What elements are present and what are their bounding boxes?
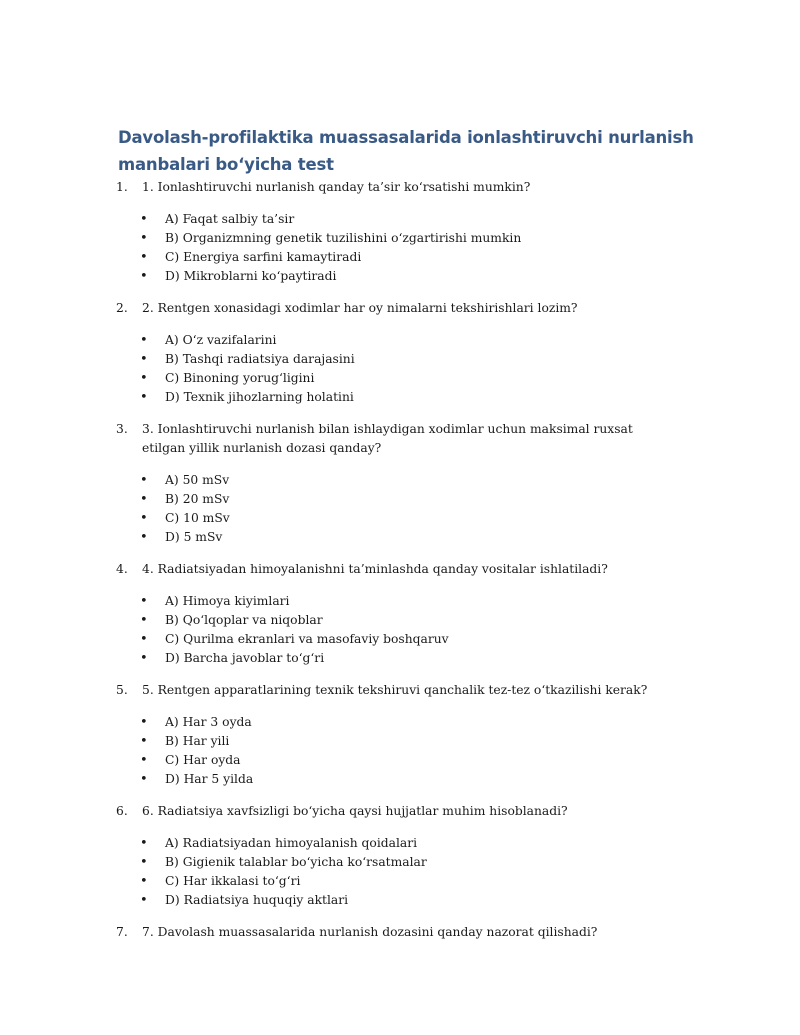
question-text: 1. Ionlashtiruvchi nurlanish qanday ta’sir ko‘rsatishi mumkin? [142, 180, 531, 194]
option-c [0, 509, 800, 528]
question-number: 2. [116, 301, 128, 315]
option-text: B) Tashqi radiatsiya darajasini [165, 352, 355, 366]
question-number: 4. [116, 562, 128, 576]
option-b [0, 732, 800, 751]
option-b [0, 853, 800, 872]
option-text: C) Har ikkalasi to‘g‘ri [165, 874, 301, 888]
bullet-icon: • [140, 632, 148, 647]
option-a [0, 331, 800, 350]
bullet-icon: • [140, 715, 148, 730]
option-c [0, 248, 800, 267]
question-text: 3. Ionlashtiruvchi nurlanish bilan ishlaydigan xodimlar uchun maksimal ruxsat etilgan yillik nurlanish dozasi qanday? [142, 422, 633, 455]
option-text: D) Texnik jihozlarning holatini [165, 390, 354, 404]
option-a [0, 592, 800, 611]
option-text: A) Radiatsiyadan himoyalanish qoidalari [165, 836, 418, 850]
bullet-icon: • [140, 651, 148, 666]
question-number: 1. [116, 180, 128, 194]
options-list [0, 210, 800, 286]
option-text: C) Qurilma ekranlari va masofaviy boshqaruv [165, 632, 449, 646]
bullet-icon: • [140, 530, 148, 545]
bullet-icon: • [140, 893, 148, 908]
bullet-icon: • [140, 511, 148, 526]
bullet-icon: • [140, 836, 148, 851]
option-text: A) Har 3 oyda [165, 715, 252, 729]
bullet-icon: • [140, 874, 148, 889]
option-b [0, 611, 800, 630]
bullet-icon: • [140, 492, 148, 507]
question-number: 5. [116, 683, 128, 697]
option-b [0, 350, 800, 369]
bullet-icon: • [140, 371, 148, 386]
option-a [0, 210, 800, 229]
option-b [0, 490, 800, 509]
option-d [0, 649, 800, 668]
bullet-icon: • [140, 250, 148, 265]
bullet-icon: • [140, 473, 148, 488]
question-number: 3. [116, 422, 128, 436]
options-list [0, 713, 800, 789]
bullet-icon: • [140, 352, 148, 367]
question-3 [0, 420, 800, 547]
option-a [0, 713, 800, 732]
option-text: A) O‘z vazifalarini [165, 333, 277, 347]
option-d [0, 528, 800, 547]
option-text: A) Himoya kiyimlari [165, 594, 290, 608]
option-text: D) Barcha javoblar to‘g‘ri [165, 651, 325, 665]
options-list [0, 471, 800, 547]
bullet-icon: • [140, 855, 148, 870]
question-text: 6. Radiatsiya xavfsizligi bo‘yicha qaysi hujjatlar muhim hisoblanadi? [142, 804, 568, 818]
question-4 [0, 560, 800, 668]
option-text: D) Har 5 yilda [165, 772, 254, 786]
bullet-icon: • [140, 772, 148, 787]
option-text: B) Har yili [165, 734, 230, 748]
bullet-icon: • [140, 231, 148, 246]
question-list [0, 178, 800, 942]
option-c [0, 751, 800, 770]
question-5 [0, 681, 800, 789]
option-text: D) 5 mSv [165, 530, 223, 544]
bullet-icon: • [140, 613, 148, 628]
bullet-icon: • [140, 594, 148, 609]
question-text: 4. Radiatsiyadan himoyalanishni ta’minlashda qanday vositalar ishlatiladi? [142, 562, 608, 576]
option-text: A) Faqat salbiy ta’sir [165, 212, 295, 226]
option-c [0, 630, 800, 649]
option-text: C) Binoning yorug‘ligini [165, 371, 315, 385]
options-list [0, 592, 800, 668]
question-number: 6. [116, 804, 128, 818]
bullet-icon: • [140, 390, 148, 405]
document-title: Davolash-profilaktika muassasalarida ionlashtiruvchi nurlanish manbalari bo‘yicha test [118, 128, 694, 174]
bullet-icon: • [140, 269, 148, 284]
option-a [0, 471, 800, 490]
question-text: 5. Rentgen apparatlarining texnik tekshiruvi qanchalik tez-tez o‘tkazilishi kerak? [142, 683, 648, 697]
options-list [0, 834, 800, 910]
option-d [0, 388, 800, 407]
bullet-icon: • [140, 212, 148, 227]
question-text: 7. Davolash muassasalarida nurlanish dozasini qanday nazorat qilishadi? [142, 925, 598, 939]
option-text: B) Qo‘lqoplar va niqoblar [165, 613, 323, 627]
option-text: D) Radiatsiya huquqiy aktlari [165, 893, 349, 907]
bullet-icon: • [140, 753, 148, 768]
option-text: A) 50 mSv [165, 473, 230, 487]
option-b [0, 229, 800, 248]
option-c [0, 369, 800, 388]
option-text: C) 10 mSv [165, 511, 230, 525]
bullet-icon: • [140, 333, 148, 348]
question-number: 7. [116, 925, 128, 939]
option-a [0, 834, 800, 853]
question-2 [0, 299, 800, 407]
option-d [0, 267, 800, 286]
option-text: B) Organizmning genetik tuzilishini o‘zgartirishi mumkin [165, 231, 522, 245]
question-text: 2. Rentgen xonasidagi xodimlar har oy nimalarni tekshirishlari lozim? [142, 301, 578, 315]
question-7 [0, 923, 800, 942]
options-list [0, 331, 800, 407]
option-text: C) Har oyda [165, 753, 241, 767]
option-d [0, 770, 800, 789]
question-1 [0, 178, 800, 286]
option-text: C) Energiya sarfini kamaytiradi [165, 250, 362, 264]
option-text: B) Gigienik talablar bo‘yicha ko‘rsatmalar [165, 855, 427, 869]
option-d [0, 891, 800, 910]
question-6 [0, 802, 800, 910]
bullet-icon: • [140, 734, 148, 749]
option-text: B) 20 mSv [165, 492, 230, 506]
option-text: D) Mikroblarni ko‘paytiradi [165, 269, 337, 283]
option-c [0, 872, 800, 891]
